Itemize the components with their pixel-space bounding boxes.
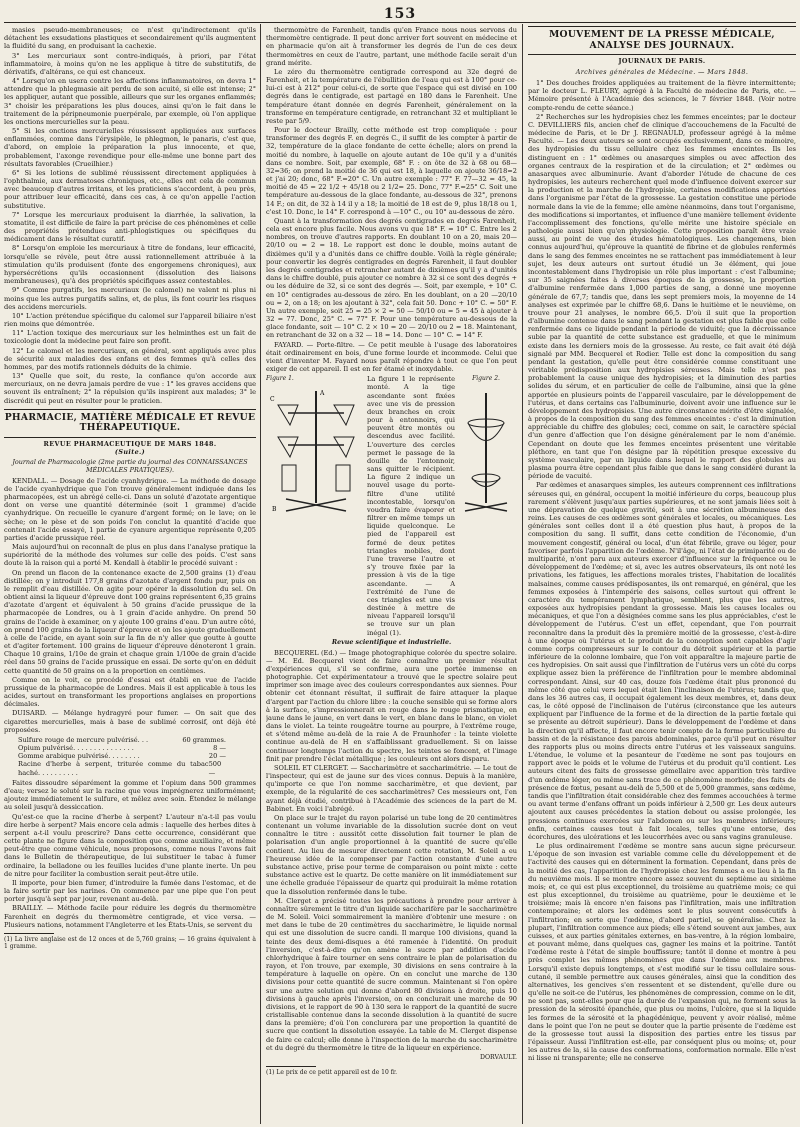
paragraph: Faites dissoudre séparément la gomme et l'opium dans 500 grammes d'eau; versez le soluté sur la racine que vous imprégnerez uniformément; ajoutez immédiatement le sulfure, et mêlez avec soin. Étendez le mélange au soleil jusqu'à dessiccation.: [4, 778, 256, 812]
figure-2-label: Figure 2.: [472, 375, 500, 383]
column-middle-paragraphs-2: [266, 649, 517, 1052]
porte-filtre-figure-2-drawing: [455, 383, 517, 523]
porte-filtre-figure-1-drawing: [266, 383, 364, 523]
recipe-quantity: 500 —: [208, 760, 222, 777]
svg-text:C: C: [270, 395, 275, 403]
paragraph: 1° Des douches froides appliquées au traitement de la fièvre intermittente; par le docteur L. FLEURY, agrégé à la Faculté de médecine de Paris, etc. — Mémoire présenté à l'Académie des sciences, le 7 février 1848. (Voir notre compte-rendu de cette séance.): [528, 79, 796, 112]
recipe-quantity: 20 —: [208, 752, 226, 761]
column-middle-paragraphs: [266, 26, 517, 373]
paragraph: DUISARD. — Mélange hydragyré pour fumer. — On sait que des cigarettes mercurielles, mais à base de sublimé corrosif, ont déjà été proposées.: [4, 709, 256, 734]
paragraph: Quant à la transformation des degrés centigrades en degrés Farenheit, cela est encore plus facile. Nous avons vu que 18° F. = 10° C. Entre les 2 nombres, on trouve d'autres rapports. En doublant 10 on a 20, mais 20—20/10 ou = 2 = 18. Le rapport est donc le double, moins autant de dixièmes qu'il y a d'unités dans ce chiffre double. Voilà la règle générale; pour convertir les degrés centigrades en degrés Farenheit, il faut doubler les degrés centigrades et retrancher autant de dixièmes qu'il y a d'unités dans le chiffre doublé, puis ajouter ce nombre à 32 si ce sont des degrés + ou les déduire de 32, si ce sont des degrés —. Soit, par exemple, + 10° C. en 10° centigrades au-dessous de zéro. En les doublant, on a 20 —20/10 ou = 2, on a 18; on les ajoutant à 32°, cela fait 50. Donc + 10° C. = 50° F. Un autre exemple, soit 25 = 25 × 2 = 50 — 50/10 ou = 5 = 45 à ajouter à 32 = 77. Donc, 25° C. = 77° F. Pour une température au-dessous de la glace fondante, soit — 10° C. 2 × 10 = 20 — 20/10 ou 2 = 18. Maintenant, en retranchant de 32 on a 32 — 18 = 14. Donc — 10° C. = 14° F.: [266, 216, 517, 340]
paragraph: 9° Comme purgatifs, les mercuriaux (le calomel) ne valent ni plus ni moins que les autres purgatifs salins, et, de plus, ils font courir les risques des accidens mercuriels.: [4, 286, 256, 311]
header-rule: [4, 22, 796, 23]
recipe-line: [18, 736, 256, 744]
paragraph: masies pseudo-membraneuses; ce n'est qu'indirectement qu'ils détachent les exsudations plastiques et secondairement qu'ils augmentent la fluidité du sang, en produisant la cachexie.: [4, 26, 256, 51]
recipe-item: Gomme arabique pulvérisé. . . . . . . .: [18, 752, 140, 761]
paragraph: M. Clerget a précisé toutes les précautions à prendre pour arriver à connaître sûrement le titre d'un liquide saccharifère par le saccharimètre de M. Soleil. Voici sommairement la manière d'obtenir une mesure : on met dans le tube de 20 centimètres du saccharimètre, le liquide normal qui est une dissolution de sucre candi. Il marque 100 divisions, quand la teinte des deux demi-disques a été ramenée à l'identité. On produit l'inversion, c'est-à-dire qu'on amène le sucre par addition d'acide chlorhydrique à faire tourner en sens contraire le plan de polarisation du rayon, et l'on trouve, par exemple, 30 divisions en sens contraire à la température à laquelle on opère. On en conclut une marche de 130 divisions pour cette quantité de sucre commun. Maintenant si l'on opère sur une autre solution qui donne d'abord 80 divisions à droite, puis 10 divisions à gauche après l'inversion, on en conclurait une marche de 90 divisions, et le rapport de 90 à 130 sera le rapport de la quantité de sucre cristallisable contenue dans la seconde dissolution à la quantité de sucre dans la première; d'où l'on conclurera par une proportion la quantité de sucre que contient la dissolution essayée. La table de M. Clerget dispense de faire ce calcul; elle donne à l'inspection de la marche du saccharimètre et du degré du thermomètre le titre de la liqueur en expérience.: [266, 896, 517, 1052]
paragraph: 6° Si les lotions de sublimé réussissent directement appliquées à l'ophthalmie, aux dermatoses chroniques, etc., elles ont cela de commun avec beaucoup d'autres irritans, et les praticiens s'accordent, à peu près, pour attribuer leur efficacité, dans ces cas, à ce qu'on appelle l'action substitutive.: [4, 168, 256, 210]
column-left: [4, 26, 256, 1124]
section-title-pharmacie: PHARMACIE, MATIÈRE MÉDICALE ET REVUE THÉRAPEUTIQUE.: [4, 409, 256, 438]
svg-text:A: A: [320, 389, 325, 397]
subhead-archives: Archives générales de Médecine. — Mars 1848.: [575, 68, 749, 77]
paragraph: Le zéro du thermomètre centigrade correspond au 32e degré de Farenheit, et la température de l'ébullition de l'eau qui est à 100° pour ce-lui-ci est à 212° pour celui-ci, de sorte que l'espace qui est divisé en 100 degrés dans le centigrade, est partagé en 180 dans le Farenheit. Une température étant donnée en degrés Farenheit, généralement on la transforme en température centigrade, en retranchant 32 et multipliant le reste par 5/9.: [266, 67, 517, 125]
column-right: [528, 26, 796, 1124]
column-divider: [522, 24, 523, 1124]
column-right-paragraphs: [528, 79, 796, 1063]
recipe-line: [18, 760, 256, 776]
paragraph: On prend un flacon de la contenance exacte de 2,500 grains (1) d'eau distillée; on y introduit 177,8 grains d'azotate d'argent fondu pur, puis on le remplit d'eau distillée. On agite pour opérer la dissolution du sel. On obtient ainsi la liqueur d'épreuve dont 100 grains représentent 6,35 grains d'azotate d'argent et équivalent à 50 grains d'acide prussique de la pharmacopée de Londres, ou à 1 grain d'acide anhydre. On prend 50 grains de l'acide à examiner, on y ajoute 100 grains d'eau. D'un autre côté, on prend 100 grains de la liqueur d'épreuve et on les ajoute graduellement à celle de l'acide, en ayant soin sur la fin de n'y aller que goutte à goutte et d'agiter fortement. 100 grains de liqueur d'épreuve dénoteront 1 grain. Chaque 10 grains, 1/10e de grain et chaque grain 1/100e de grain d'acide réel dans 50 grains de l'acide prussique en essai. De sorte qu'on en déduit cette quantité de 50 grains on a la proportion en centièmes.: [4, 568, 256, 675]
footnote-rule: [266, 1066, 316, 1067]
paragraph: 2° Recherches sur les hydropisies chez les femmes enceintes; par le docteur C. DEVILLIERS fils, ancien chef de clinique d'accouchemens de la Faculté de médecine de Paris, et le Dr J. REGNAULD, professeur agrégé à la même Faculté. — Les deux auteurs se sont occupés exclusivement, dans ce mémoire, des hydropisies du tissu cellulaire chez les femmes enceintes. Ils les distinguent en : 1° œdèmes ou anasarques simples ou avec affection des organes centraux de la respiration et de la circulation; et 2° œdèmes ou anasarques avec albuminurie. Avant d'aborder l'étude de chacune de ces hydropisies, les auteurs recherchent quel mode d'influence doivent exercer sur la production et la marche de l'hydropisie, certaines modifications apportées dans l'organisme par l'état de la grossesse. La gestation constitue une période normale dans la vie de la femme; elle amène néanmoins, dans tout l'organisme, des modifications si importantes, et influence d'une manière tellement évidente l'accomplissement des fonctions, qu'elle mérite une histoire spéciale en pathologie aussi bien qu'en physiologie. Cette proposition paraît être vraie aussi, au point de vue des études hématologiques. Les changemens, bien connus aujourd'hui, qu'éprouve la quantité de fibrine et de globules renfermés dans le sang des femmes enceintes ne se rattachent pas immédiatement à leur sujet, les deux auteurs ont surtout étudié un 3e élément, qui joue incontestablement dans l'hydropisie un rôle plus important : c'est l'albumine; sur 35 saignées faites à diverses époques de la grossesse, la proportion d'albumine renfermée dans 1,000 parties de sang, a donné une moyenne générale de 67,7; tandis que, dans les sept premiers mois, la moyenne de 14 analyses est exprimée par le chiffre 68,6. Dans le huitième et le neuvième, on trouve pour 21 analyses, le nombre 66,5. D'où il suit que la proportion d'albumine contenue dans le sang pendant la gestation est plus faible que celle renfermée dans ce liquide pendant la période de viduité; que la décroissance subie par la quantité de cette substance est graduelle, et que le minimum existe dans les derniers mois de la grossesse. Au reste, ce fait avait été déjà signalé par MM. Becquerel et Rodier. Telle est donc la composition du sang pendant la gestation, qu'elle peut être considérée comme constituant une véritable prédisposition aux hydropisies séreuses. Mais telle n'est pas probablement la cause unique des hydropisies; et la diminution des parties solides du sérum, et en particulier de celle de l'albumine, ainsi que la gêne apportée en plusieurs points de l'appareil vasculaire, par le développement de l'utérus, et dans certains cas l'albuminurie, doivent avoir une influence sur le développement des hydropisies. Une autre circonstance mérite d'être signalée, à propos de la composition du sang des femmes enceintes : c'est la diminution appréciable du chiffre des globules; ceci, comme on sait, le caractère spécial d'un genre d'affection que l'on désigne généralement par le nom d'anémie. Cependant on doute que les femmes enceintes présentent une véritable pléthore, en tant que l'on désigne par là répétition presque excessive du système vasculaire, par un liquide dans lequel le rapport des globules au plasma pourra être cependant plus faible que dans le sang considéré durant la période de vacuité.: [528, 112, 796, 481]
paragraph: 13° Quelle que soit, du reste, la confiance qu'on accorde aux mercuriaux, on ne devra jamais perdre de vue : 1° les graves accidens que souvent ils entraînent; 2° la répulsion qu'ils inspirent aux malades; 3° le discrédit qui peut en résulter pour le praticien.: [4, 372, 256, 405]
section-title-presse: MOUVEMENT DE LA PRESSE MÉDICALE, ANALYSE DES JOURNAUX.: [528, 26, 796, 55]
paragraph: BECQUEREL (Ed.) — Image photographique colorée du spectre solaire. — M. Ed. Becquerel vient de faire connaître un premier résultat d'expériences qui, s'il se confirme, aura une portée immense en photographie. Cet expérimentateur a trouvé que le spectre solaire peut imprimer son image avec des couleurs correspondantes aux siennes. Pour obtenir cet étonnant résultat, il suffirait de faire attaquer la plaque d'argent par l'action du chlore libre : la couche sensible qui se forme alors à la surface, s'impressionnerait en rouge dans le rouge prismatique, en jaune dans le jaune, en vert dans le vert, en blanc dans le blanc, en violet dans le violet. La teinte rougeâtre tourne au pourpre, à l'extrême rouge, et s'étend même au-delà de la raie A de Fraunhofer : la teinte violette continue au-delà de H en s'affaiblissant graduellement. Si on laisse continuer longtemps l'action du spectre, les teintes se foncent, et l'image finit par prendre l'éclat métallique ; les couleurs ont alors disparu.: [266, 648, 517, 763]
subhead-revue-pharmaceutique: [4, 441, 256, 457]
recipe-line: [18, 744, 256, 752]
svg-text:B: B: [272, 505, 277, 513]
paragraph: 8° Lorsqu'on emploie les mercuriaux à titre de fondans, leur efficacité, lorsqu'elle se révèle, peut être aussi rationnellement attribuée à la stimulation qu'ils produisent (fonte des engorgemens chroniques), aux hypersécrétions qu'ils occasionnent (dissolution des liaisons membraneuses), qu'à des propriétés spécifiques assez contestables.: [4, 244, 256, 286]
paragraph: 7° Lorsque les mercuriaux produisent la diarrhée, la salivation, la stomatite, il est difficile de faire la part précise de ces phénomènes et celle des propriétés prétendues anti-phlogistiques ou spécifiques du médicament dans le résultat curatif.: [4, 210, 256, 244]
recipe-list: [18, 736, 256, 777]
paragraph: 3° Les mercuriaux sont contre-indiqués, à priori, par l'état inflammatoire, à moins qu'on ne les applique à titre de substitutifs, de dérivatifs, d'altérans, ce qui est chanceux.: [4, 51, 256, 76]
author-signature: DORVAULT.: [480, 1053, 517, 1061]
footnote: (1) Le prix de ce petit appareil est de 10 fr.: [266, 1068, 398, 1076]
paragraph: Mais aujourd'hui on reconnaît de plus en plus dans l'analyse pratique la supériorité de la méthode des volumes sur celle des poids. C'est sans doute là la raison qui a porté M. Kendall à établir le procédé suivant :: [4, 543, 256, 568]
figure-row: [266, 375, 517, 637]
figure-1-label: Figure 1.: [266, 375, 294, 383]
recipe-item: Sulfure rouge de mercure pulvérisé. . .: [18, 735, 149, 744]
paragraph: On place sur le trajet du rayon polarisé un tube long de 20 centimètres contenant un volume invariable de la dissolution sucrée dont on veut connaître le titre : aussitôt cette dissolution fait tourner le plan de polarisation d'un angle proportionnel à la quantité de sucre qu'elle contient. Au lieu de mesurer directement cette rotation, M. Soleil a eu l'heureuse idée de la compenser par l'action constante d'une autre substance active, prise pour terme de comparaison ou point mixte : cette substance active est le quartz. De cette manière on lit immédiatement sur une échelle graduée l'épaisseur de quartz qui produirait la même rotation que la dissolution renfermée dans le tube.: [266, 813, 517, 896]
figure-caption: La figure 1 le représente monté. A la tige ascendante sont fixées avec une vis de pression deux branches en croix pour à entonnoirs, qui peuvent être montés ou descendus avec facilité. L'ouverture des cercles permet le passage de la douille de l'entonnoir, sans quitter le récipient. La figure 2 indique un nouvel usage du porte-filtre d'une utilité incontestable, lorsqu'on voudra faire évaporer et filtrer en même temps un liquide quelconque. Le pied de l'appareil est formé de deux petites triangles mobiles, dont l'une traverse l'autre et s'y trouve fixée par la pression à vis de la tige ascendante. — A l'extrémité de l'une de ces triangles est une vis destinée à mettre de niveau l'appareil lorsqu'il se trouve sur un plan inégal (1).: [367, 375, 455, 637]
subhead-suite: (Suite.): [114, 447, 146, 456]
page-number: 153: [383, 6, 417, 22]
paragraph: 11° L'action toxique des mercuriaux sur les helminthes est un fait de toxicologie dont la médecine peut faire son profit.: [4, 329, 256, 346]
paragraph: Il importe, pour bien fumer, d'introduire la fumée dans l'estomac, et de la faire sortir par les narines. On commence par une pipe que l'on peut porter jusqu'à sept par jour, revenant au-delà.: [4, 878, 256, 904]
column-left-paragraphs-3: [4, 779, 256, 929]
paragraph: BRAILLY. — Méthode facile pour réduire les degrés du thermomètre Farenheit en degrés du thermomètre centigrade, et vice versa. — Plusieurs nations, notamment l'Angleterre et les États-Unis, se servent du: [4, 904, 256, 929]
footnote-rule: [4, 933, 54, 934]
figure-1: [266, 375, 364, 525]
paragraph: Pour le docteur Brailly, cette méthode est trop compliquée : pour transformer des degrés F. en degrés C., il suffit de les compter à partir de 32, température de la glace fondante de cette échelle; alors on prend la moitié du nombre, à laquelle on ajoute autant de 10e qu'il y a d'unités dans ce nombre. Soit, par exemple, 68° F. : on ôte de 32 à 68 ou 68—32=36; on prend la moitié de 36 qui est 18, à laquelle on ajoute 36/18=2 et j'ai 20; donc, 68° F.=20° C. Un autre exemple : 77° F. 77—32 = 45, la moitié de 45 = 22 1/2 + 45/18 ou 2 1/2= 25. Donc, 77° F.=25° C. Soit une température au-dessous de la glace fondante, au-dessous de 32°, prenons 14 F.; on dit, de 32 à 14 il y a 18; la moitié de 18 est de 9, plus 18/18 ou 1, c'est 10. Donc, le 14° F. correspond à —10° C., ou 10° au-dessous de zéro.: [266, 126, 517, 216]
paragraph: thermomètre de Farenheit, tandis qu'en France nous nous servons du thermomètre centigrade. Il peut donc arriver fort souvent en médecine et en pharmacie qu'on ait à transformer les degrés de l'un de ces deux thermomètres en ceux de l'autre, partant, une méthode facile serait d'un grand mérite.: [266, 26, 517, 67]
paragraph: Qu'est-ce que la racine d'herbe à serpent? L'auteur n'a-t-il pas voulu dire herbe à serpent? Mais encore cela admis : laquelle des herbes dites à serpent a-t-il voulu prescrire? Dans cette occurrence, considérant que cette plante ne figure dans la composition que comme auxiliaire, et même peut-être que comme véhicule, nous proposons, comme nous l'avons fait dans le Bulletin de thérapeutique, de lui substituer le tabac à fumer ordinaire, la belladone ou les feuilles lucides d'une plante inerte. Un peu de nitre pour faciliter la combustion serait peut-être utile.: [4, 812, 256, 878]
recipe-item: Opium pulvérisé. . . . . . . . . . . . . . .: [18, 744, 134, 753]
column-left-paragraphs-2: [4, 477, 256, 734]
figure-2: [455, 375, 517, 525]
footnote: (1) La livre anglaise est de 12 onces et de 5,760 grains; — 16 grains équivalent à 1 gramme.: [4, 935, 256, 951]
paragraph: Le plus ordinairement l'œdème se montre sans aucun signe précurseur. L'époque de son invasion est variable comme celle du développement et de l'activité des causes qui en déterminent la formation. Cependant, dans près de la moitié des cas, l'apparition de l'hydropisie chez les femmes a eu lieu à la fin du neuvième mois. Il se montre encore assez souvent du septième au sixième mois; et, ce qui est plus exceptionnel, du troisième au quatrième mois; ce qui est plus exceptionnel, du troisième au quatrième, pour le deuxième et le troisième; mais là encore n'en faisons pas l'infiltration, mais une infiltration contemporaine; et alors les œdèmes sont le plus souvent consécutifs à l'infiltration; en sorte que l'œdème, d'abord partiel, se généralise. Chez la plupart, l'infiltration commence aux pieds; elle s'étend souvent aux jambes, aux cuisses, et aux parties génitales externes, en bas-ventre, à la région lombaire, et pouvant même, dans quelques cas, gagner les mains et la poitrine. Tantôt l'œdème reste à l'état de simple bouffissure; tantôt il donne et montre à peu près complet les mêmes phénomènes que dans l'œdème aux membres. Lorsqu'il existe depuis longtemps, et s'est modifié sur le tissu cellulaire sous-cutané, il semble permettre aux causes générales, ainsi que la condition des alternatives, les gencives s'en ressentent et se distendent, qu'elle dure ou qu'elle ne soit-ce de l'utérus, les phénomènes de compression, comme on le dit, ne sont pas, sont-elles pour que la durée de l'expansion qui, ne forment sous la pression de la sérosité épanchée, que plus ou moins, l'ulcère, que si la liquide les formes de la sérosité et la phagédénique, peuvent y avoir réalisé, même dans le point que l'on ne peut se douter que la partie présente de l'œdème est de la grossesse tout aussi la disposition des parties entre les tissus par l'épaisseur. Aussi l'infiltration est-elle, par conséquent plus ou moins; et, pour les autres de la, si la cause des conformations, conformation normale. Elle n'est ni lisse ni transparente; elle ne conserve: [528, 842, 796, 1063]
subhead-journaux-paris: JOURNAUX DE PARIS.: [618, 57, 706, 66]
paragraph: 5° Si les onctions mercurielles réussissent appliquées aux surfaces enflammées, comme dans l'érysipèle, le phlegmon, le panaris, c'est que, d'abord, on emploie la préparation la plus innocente, et que, probablement, l'axonge revendique pour elle-même une bonne part des résultats favorables (Crueilhier.): [4, 127, 256, 168]
paragraph: Par œdèmes et anasarques simples, les auteurs comprennent ces infiltrations séreuses qui, en général, occupent la moitié inférieure du corps, beaucoup plus rarement s'élèvent jusqu'aux parties supérieures, et ne sont jamais liées soit à une dépravation de quelque gravité, soit à une sécrétion albumineuse des reins. Les causes de ces œdèmes sont générales et locales, ou mécaniques. Les générales sont celles dont il a été question plus haut, à propos de la composition du sang. Il suffit, dans cette condition de l'économie, d'un mouvement congestif, général ou local, d'un état fébrile, grave ou léger, pour favoriser parfois l'apparition de l'œdème. N'il'âge, ni l'état de primiparité ou de multiparité, n'ont paru aux auteurs exercer d'influence sur la fréquence ou le développement de l'œdème; et si, avec les autres observateurs, ils ont noté les privations, les fatigues, les affections morales tristes, l'habitation de localités malsaines, comme causes prédisposantes, ils ont remarqué, en général, que les femmes exposées à l'intempérie des saisons, celles surtout qui offrent le caractère du tempérament lymphatique, semblent, plus que les autres, exposées aux hydropisies pendant la grossesse. Mais les causes locales ou mécaniques, et que l'on a désignées comme sans les plus appréciables, c'est le développement de l'utérus. C'est un effet, cependant, que l'on pourrait reconnaître dans la produit dès la première moitié de la grossesse, c'est-à-dire à une époque où l'utérus et le produit de la conception sont capables d'agir comme corps compresseurs sur le contour du détroit supérieur et la partie inférieure de la colonne lombaire, que l'on voit apparaître la majeure partie de ces hydropisies. On sait aussi que l'infiltration de l'utérus vers un côté du corps explique assez bien la préférence de l'infiltration pour le membre abdominal correspondant. Ainsi, sur 40 cas, douze fois l'œdème était plus prononcé du même côté que celui vers lequel était lien l'inclinaison de l'utérus; tandis que, dans les 36 autres cas, il occupait également les deux membres, et, dans deux cas, le côté opposé de l'inclinaison de l'utérus (circonstance que les auteurs expliquent par l'influence de la forme et de la direction de la partie fœtale qui se présente au détroit supérieur). Dans le développement de l'œdème et dans la direction qu'il affecte, il faut encore tenir compte de la forme particulière du bassin et de la résistance des parois abdominales, parce qu'il peut en résulter des rapports plus ou moins directs entre l'utérus et les vaisseaux sanguins. L'étendue, le volume et la pesanteur de l'œdème ne sont pas toujours en rapport avec le poids et le volume de l'utérus et du produit qu'il contient. Les auteurs citent des faits de grossesse gémellaire avec apparition très tardive d'un œdème léger, ou même sans trace de ce phénomène morbide; des faits de présence de fœtus, pesant au-delà de 5,500 et de 5,000 grammes, sans œdème, tandis que l'infiltration était considérable chez des femmes accouchées à terme ou avant terme d'enfans offrant un poids inférieur à 2,500 gr. Les deux auteurs ajoutent aux causes précédentes la station debout ou assise prolongée, les pressions continues exercées sur l'abdomen ou sur les membres inférieurs; enfin, certaines causes tout à fait locales, telles qu'une entorse, des écorchures, des ulcérations et les leucorrhées avec ou sans vagins granuleuse.: [528, 481, 796, 841]
column-middle: [266, 26, 517, 1124]
section-revue-scientifique: Revue scientifique et industrielle.: [331, 638, 452, 646]
column-divider: [260, 24, 261, 1124]
recipe-quantity: 8 —: [213, 744, 226, 753]
paragraph: 4° Lorsqu'on en usera contre les affections inflammatoires, on devra 1° attendre que la phlegmasie ait perdu de son acuité, si elle est intense; 2° les appliquer, autant que possible, ailleurs que sur les organes enflammés; 3° choisir les préparations les plus douces, ainsi qu'on le fait dans le traitement de la péripneumonie puerpérale, par exemple, où l'on applique les onctions mercurielles sur la peau.: [4, 77, 256, 126]
paragraph: 12° Le calomel et les mercuriaux, en général, sont appliqués avec plus de sécurité aux maladies des enfans et des femmes qu'à celles des hommes, par des motifs rationnels déduits de la chimie.: [4, 346, 256, 371]
journal-source: Journal de Pharmacologie (2me partie du journal des CONNAISSANCES MÉDICALES PRATIQUES).: [12, 457, 248, 474]
paragraph: KENDALL. — Dosage de l'acide cyanhydrique. — La méthode de dosage de l'acide cyanhydrique que l'on trouve généralement indiquée dans les pharmacopées, est un abrégé celle-ci. Dans un soluté d'azotate argentique dont on verse une quantité déterminée (soit 1 gramme) d'acide cyanhydrique. On recueille le cyanure d'argent formé; on le lave; on le sèche; on le pèse et de son poids l'on conclut la quantité d'acide que contenait l'acide essayé, 1 partie de cyanure argentique représente 0,205 parties d'acide prussique réel.: [4, 476, 256, 542]
paragraph: Comme on le voit, ce procédé d'essai est établi en vue de l'acide prussique de la pharmacopée de Londres. Mais il est applicable à tous les acides, surtout en transformant les proportions anglaises en proportions décimales.: [4, 675, 256, 709]
paragraph: SOLEIL ET CLERGET. — Saccharimètre et saccharimétrie. — Le tout de l'inspecteur, qui est de jaune sur des vices connus. Depuis à la manière, qu'importe ce que l'on nomme saccharimètre, et que devient, par exemple, de la régularité de ces saccharimètres? Ces messieurs ont, l'en ayant déjà étudié, contribué à l'Académie des sciences de la part de M. Babinet. En voici l'abrégé.: [266, 763, 517, 813]
subhead-text: REVUE PHARMACEUTIQUE DE MARS 1848.: [43, 439, 217, 448]
column-left-paragraphs: [4, 26, 256, 405]
recipe-quantity: 60 grammes.: [182, 735, 226, 744]
paragraph: FAYARD. — Porte-filtre. — Ce petit meuble à l'usage des laboratoires était ordinairement en bois, d'une forme lourde et incommode. Celui que vient d'inventer M. Fayard nous paraît répondre à tout ce que l'on peut exiger de cet appareil. Il est en fer étamé et inoxydable.: [266, 340, 517, 374]
recipe-item: Racine d'herbe à serpent, triturée comme du tabac haché. . . . . . . . . .: [18, 760, 209, 777]
paragraph: 10° L'action prétendue spécifique du calomel sur l'appareil biliaire n'est rien moins que démontrée.: [4, 311, 256, 329]
